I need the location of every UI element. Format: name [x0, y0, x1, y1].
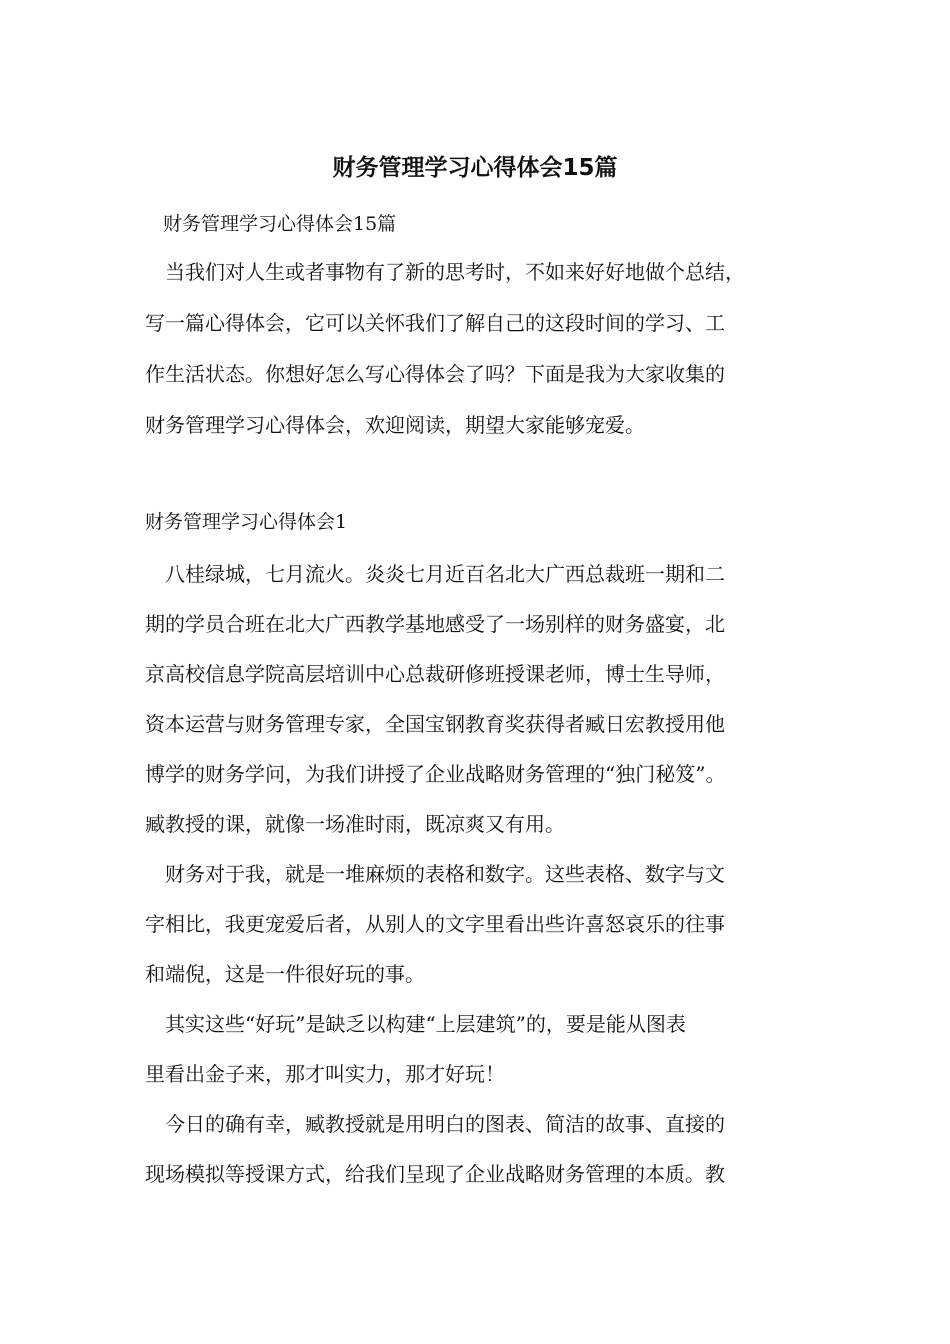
body-text [145, 549, 825, 1199]
body-line: 字相比，我更宠爱后者，从别人的文字里看出些许喜怒哀乐的往事 [145, 912, 725, 936]
body-line: 和端倪，这是一件很好玩的事。 [145, 962, 425, 986]
body-line: 其实这些“好玩”是缺乏以构建“上层建筑”的，要是能从图表 [145, 1012, 686, 1036]
body-line: 京高校信息学院高层培训中心总裁研修班授课老师，博士生导师， [145, 662, 725, 686]
body-line: 博学的财务学问，为我们讲授了企业战略财务管理的“独门秘笈”。 [145, 762, 726, 786]
body-line: 财务对于我，就是一堆麻烦的表格和数字。这些表格、数字与文 [145, 862, 725, 886]
body-line: 现场模拟等授课方式，给我们呈现了企业战略财务管理的本质。教 [145, 1162, 725, 1186]
body-line: 臧教授的课，就像一场准时雨，既凉爽又有用。 [145, 812, 565, 836]
body-line: 期的学员合班在北大广西教学基地感受了一场别样的财务盛宴，北 [145, 612, 725, 636]
intro-line: 财务管理学习心得体会，欢迎阅读，期望大家能够宠爱。 [145, 413, 645, 437]
intro-line: 作生活状态。你想好怎么写心得体会了吗？下面是我为大家收集的 [145, 362, 725, 386]
body-line: 里看出金子来，那才叫实力，那才好玩！ [145, 1062, 505, 1086]
section-heading: 财务管理学习心得体会1 [145, 511, 348, 533]
intro-paragraph [145, 247, 825, 451]
body-line: 今日的确有幸，臧教授就是用明白的图表、简洁的故事、直接的 [145, 1112, 725, 1136]
document-subtitle: 财务管理学习心得体会15篇 [163, 213, 397, 235]
document-title: 财务管理学习心得体会15篇 [332, 155, 618, 181]
body-line: 资本运营与财务管理专家，全国宝钢教育奖获得者臧日宏教授用他 [145, 712, 725, 736]
intro-line: 当我们对人生或者事物有了新的思考时，不如来好好地做个总结， [145, 260, 745, 284]
intro-line: 写一篇心得体会，它可以关怀我们了解自己的这段时间的学习、工 [145, 311, 725, 335]
body-line: 八桂绿城，七月流火。炎炎七月近百名北大广西总裁班一期和二 [145, 562, 725, 586]
